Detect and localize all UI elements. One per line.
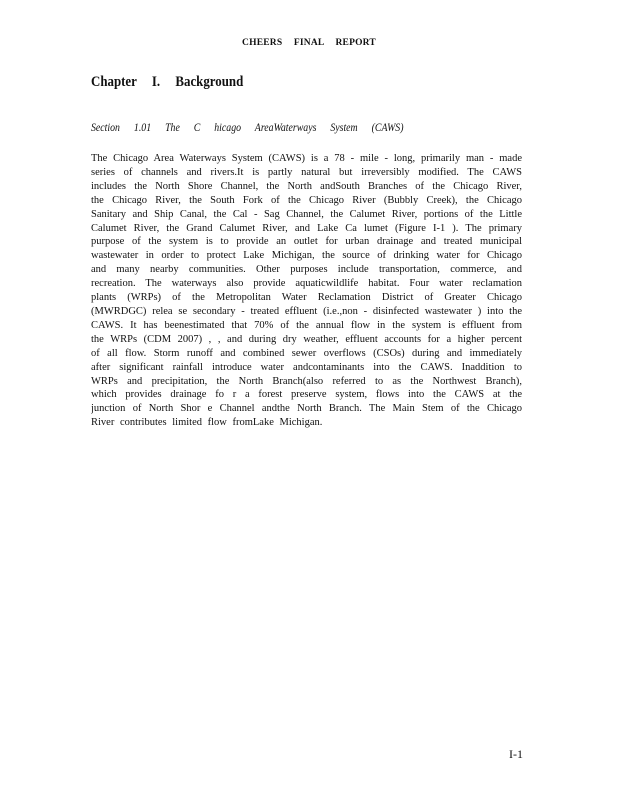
- paragraph-line: series of channels and rivers.It is partly natural but irreversibly modified. The CAWS: [91, 166, 522, 178]
- paragraph-line: and many nearby communities. Other purposes include transportation, commerce, and: [91, 264, 522, 276]
- paragraph-line: Sanitary and Ship Canal, the Cal - Sag Channel, the Calumet River, portions of the Little: [91, 208, 522, 220]
- paragraph-line: after significant rainfall introduce water andcontaminants into the CAWS. Inaddition to: [91, 361, 522, 373]
- paragraph-line: Calumet River, the Grand Calumet River, and Lake Ca lumet (Figure I-1 ). The primary: [91, 222, 522, 234]
- paragraph-line: of all flow. Storm runoff and combined sewer overflows (CSOs) during and immediately: [91, 347, 522, 359]
- section-title: Section 1.01 The C hicago AreaWaterways System (CAWS): [91, 120, 404, 134]
- page-number: I-1: [509, 747, 523, 761]
- paragraph-line: includes the North Shore Channel, the North andSouth Branches of the Chicago River,: [91, 180, 522, 192]
- paragraph-line: WRPs and precipitation, the North Branch(also referred to as the Northwest Branch),: [91, 375, 522, 387]
- paragraph-line: CAWS. It has beenestimated that 70% of the annual flow in the system is effluent from: [91, 319, 522, 331]
- body-paragraph: [91, 152, 522, 430]
- paragraph-line: the WRPs (CDM 2007) , , and during dry weather, effluent accounts for a higher percent: [91, 333, 522, 345]
- paragraph-line: (MWRDGC) relea se secondary - treated effluent (i.e.,non - disinfected wastewater ) into the: [91, 305, 522, 317]
- paragraph-line: the Chicago River, the South Fork of the Chicago River (Bubbly Creek), the Chicago: [91, 194, 522, 206]
- paragraph-line: wastewater in order to protect Lake Michigan, the source of drinking water for Chicago: [91, 250, 522, 262]
- paragraph-line: which provides drainage fo r a forest preserve system, flows into the CAWS at the: [91, 389, 522, 401]
- chapter-title: Chapter I. Background: [91, 74, 244, 90]
- paragraph-line: purpose of the system is to provide an outlet for urban drainage and treated municipal: [91, 236, 522, 248]
- paragraph-line: plants (WRPs) of the Metropolitan Water Reclamation District of Greater Chicago: [91, 292, 522, 304]
- running-header: CHEERS FINAL REPORT: [242, 38, 376, 48]
- paragraph-line: River contributes limited flow fromLake Michigan.: [91, 417, 323, 429]
- paragraph-line: recreation. The waterways also provide aquaticwildlife habitat. Four water reclamation: [91, 278, 522, 290]
- paragraph-line: The Chicago Area Waterways System (CAWS) is a 78 - mile - long, primarily man - made: [91, 153, 522, 164]
- paragraph-line: junction of North Shor e Channel andthe North Branch. The Main Stem of the Chicago: [91, 403, 522, 415]
